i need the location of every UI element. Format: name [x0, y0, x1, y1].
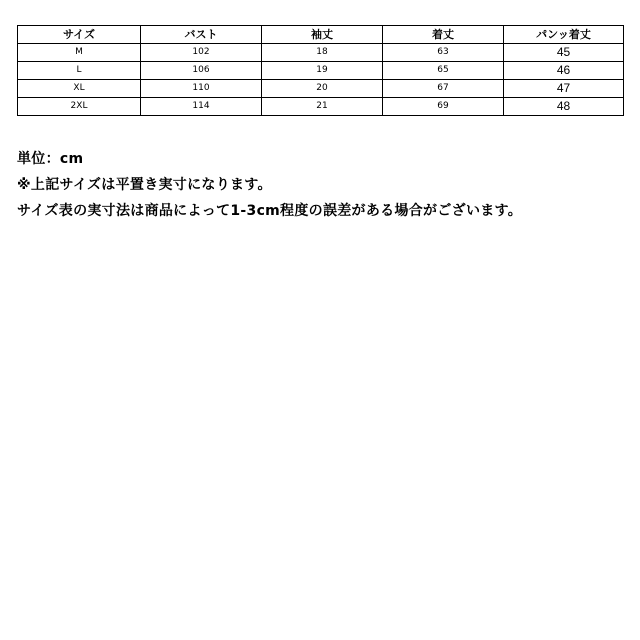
cell-bust: 110: [141, 80, 262, 98]
header-bust: バスト: [141, 26, 262, 44]
cell-sleeve-length: 19: [262, 62, 383, 80]
table-row: [18, 80, 624, 98]
cell-sleeve-length: 18: [262, 44, 383, 62]
header-pants-length: パンッ着丈: [504, 26, 624, 44]
notes-block: [17, 146, 623, 224]
flat-measure-note: ※上記サイズは平置き実寸になります。: [17, 177, 272, 193]
cell-size: 2XL: [18, 98, 141, 116]
cell-pants-length: 47: [504, 80, 624, 98]
cell-total-length: 65: [383, 62, 504, 80]
cell-bust: 106: [141, 62, 262, 80]
cell-size: L: [18, 62, 141, 80]
header-size: サイズ: [18, 26, 141, 44]
cell-size: XL: [18, 80, 141, 98]
cell-pants-length: 46: [504, 62, 624, 80]
size-table-header-row: [18, 26, 624, 44]
cell-total-length: 63: [383, 44, 504, 62]
cell-total-length: 67: [383, 80, 504, 98]
cell-sleeve-length: 20: [262, 80, 383, 98]
size-table: [17, 25, 624, 116]
table-row: [18, 44, 624, 62]
cell-sleeve-length: 21: [262, 98, 383, 116]
cell-bust: 102: [141, 44, 262, 62]
cell-bust: 114: [141, 98, 262, 116]
measurement-error-note: サイズ表の実寸法は商品によって1-3cm程度の誤差がある場合がございます。: [17, 203, 523, 219]
cell-total-length: 69: [383, 98, 504, 116]
cell-size: M: [18, 44, 141, 62]
table-row: [18, 98, 624, 116]
cell-pants-length: 48: [504, 98, 624, 116]
header-total-length: 着丈: [383, 26, 504, 44]
table-row: [18, 62, 624, 80]
header-sleeve-length: 袖丈: [262, 26, 383, 44]
cell-pants-length: 45: [504, 44, 624, 62]
unit-note: 単位：cm: [17, 151, 84, 167]
